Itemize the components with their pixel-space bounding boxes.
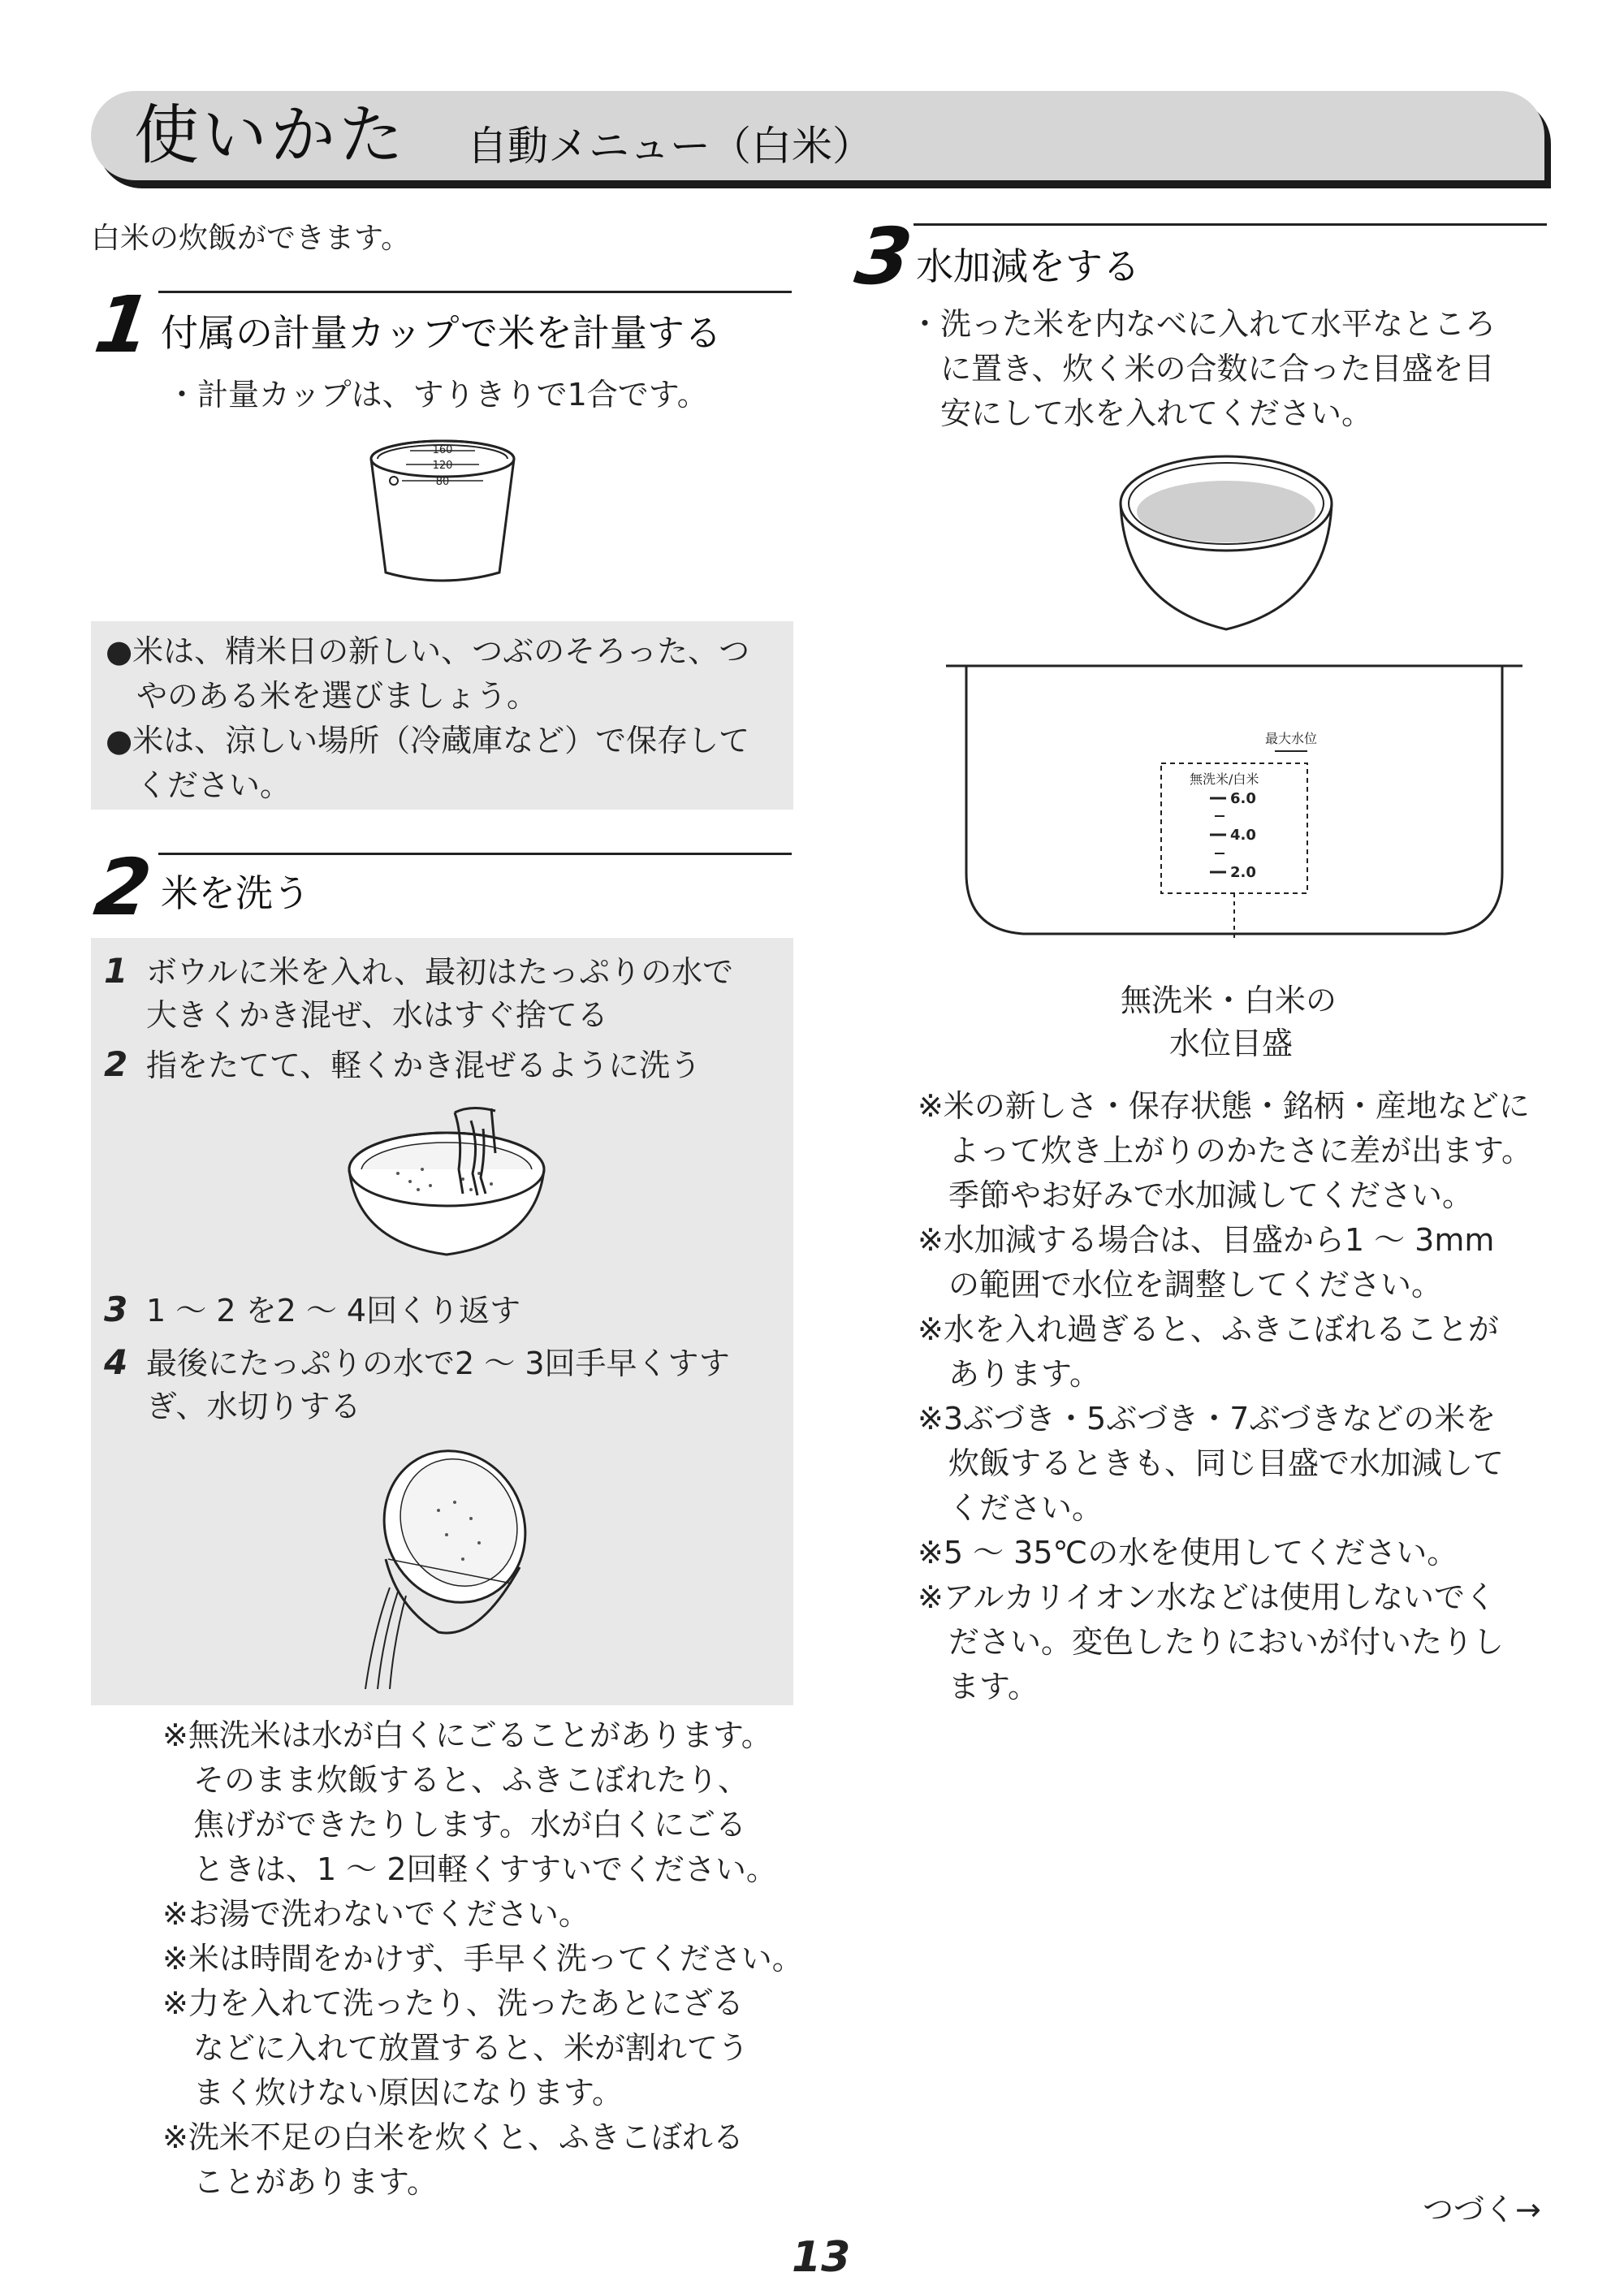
substep-2: 2 指をたてて、軽くかき混ぜるように洗う — [104, 1042, 701, 1088]
substep-number: 3 — [104, 1290, 128, 1329]
water-level-diagram — [942, 662, 1527, 938]
substep-number: 2 — [104, 1044, 128, 1084]
step3-note: ※水加減する場合は、目盛から1 ～ 3mm — [918, 1222, 1495, 1258]
step2-note: ※力を入れて洗ったり、洗ったあとにざる — [162, 1985, 744, 2021]
step2-note: そのまま炊飯すると、ふきこぼれたり、 — [162, 1762, 749, 1798]
intro-text: 白米の炊飯ができます。 — [91, 222, 411, 255]
continue-label: つづく→ — [1423, 2192, 1541, 2227]
cup-mark-80: 80 — [435, 476, 450, 488]
step3-rule — [914, 223, 1547, 226]
scale-title: 無洗米/白米 — [1190, 771, 1259, 787]
step3-note: ※水を入れ過ぎると、ふきこぼれることが — [918, 1311, 1499, 1347]
step1-tip-line: ●米は、涼しい場所（冷蔵庫など）で保存して — [106, 723, 750, 758]
inner-pot-illustration — [1116, 451, 1336, 637]
max-water-label: 最大水位 — [1264, 731, 1318, 746]
step3-note: 季節やお好みで水加減してください。 — [918, 1177, 1474, 1213]
step3-note: ※3ぶづき・5ぶづき・7ぶづきなどの米を — [918, 1401, 1497, 1436]
step2-note: 焦げができたりします。水が白くにごる — [162, 1807, 746, 1843]
step2-note: ※米は時間をかけず、手早く洗ってください。 — [162, 1941, 803, 1976]
step3-note: ※米の新しさ・保存状態・銘柄・産地などに — [918, 1088, 1530, 1124]
step3-number: 3 — [850, 211, 918, 302]
step1-tip-line: ください。 — [106, 767, 292, 803]
substep-4-line2: ぎ、水切りする — [146, 1389, 361, 1424]
page-subtitle: 自動メニュー（白米） — [467, 123, 873, 170]
cup-mark-120: 120 — [432, 460, 453, 472]
step2-rule — [158, 853, 792, 855]
substep-number: 4 — [104, 1342, 128, 1382]
page-number: 13 — [792, 2233, 851, 2282]
step1-rule — [158, 291, 792, 293]
step2-title: 米を洗う — [161, 871, 310, 915]
step2-note: ※お湯で洗わないでください。 — [162, 1896, 590, 1932]
measuring-cup-illustration — [361, 430, 524, 593]
step2-note: ※無洗米は水が白くにごることがあります。 — [162, 1717, 772, 1753]
step3-bullet: 安にして水を入れてください。 — [909, 395, 1373, 431]
page-title: 使いかた — [134, 97, 407, 173]
step1-title: 付属の計量カップで米を計量する — [161, 311, 722, 355]
scale-value-6: 6.0 — [1230, 790, 1256, 807]
step3-note: ください。 — [918, 1490, 1104, 1526]
step3-note: ※アルカリイオン水などは使用しないでく — [918, 1579, 1497, 1615]
step2-number: 2 — [89, 842, 157, 933]
step3-note: ます。 — [918, 1669, 1039, 1704]
cup-mark-160: 160 — [432, 444, 453, 456]
step2-note: ※洗米不足の白米を炊くと、ふきこぼれる — [162, 2119, 744, 2155]
diagram-caption-line1: 無洗米・白米の — [1121, 983, 1337, 1018]
step3-bullet: ・洗った米を内なべに入れて水平なところ — [909, 306, 1497, 342]
step1-number: 1 — [89, 279, 157, 370]
diagram-caption-line2: 水位目盛 — [1169, 1026, 1294, 1061]
step3-note: よって炊き上がりのかたさに差が出ます。 — [918, 1133, 1532, 1169]
step1-bullet: ・計量カップは、すりきりで1合です。 — [166, 377, 708, 413]
step3-title: 水加減をする — [916, 244, 1140, 288]
step1-tip-line: ●米は、精米日の新しい、つぶのそろった、つ — [106, 633, 750, 669]
draining-pot-illustration — [349, 1445, 544, 1693]
scale-value-4: 4.0 — [1230, 827, 1256, 844]
step3-bullet: に置き、炊く米の合数に合った目盛を目 — [909, 351, 1495, 387]
substep-4: 4 最後にたっぷりの水で2 ～ 3回手早くすす — [104, 1340, 730, 1386]
scale-value-2: 2.0 — [1230, 864, 1256, 881]
substep-1: 1 ボウルに米を入れ、最初はたっぷりの水で — [104, 948, 733, 995]
step3-note: 炊飯するときも、同じ目盛で水加減して — [918, 1445, 1505, 1481]
substep-3: 3 1 ～ 2 を2 ～ 4回くり返す — [104, 1287, 520, 1333]
step2-note: ときは、1 ～ 2回軽くすすいでください。 — [162, 1851, 777, 1887]
step3-note: の範囲で水位を調整してください。 — [918, 1267, 1443, 1303]
substep-number: 1 — [104, 951, 128, 991]
substep-1-line2: 大きくかき混ぜ、水はすぐ捨てる — [146, 997, 608, 1033]
washing-bowl-illustration — [341, 1104, 552, 1267]
step3-note: ※5 ～ 35℃の水を使用してください。 — [918, 1535, 1458, 1570]
step3-note: ださい。変色したりにおいが付いたりし — [918, 1624, 1505, 1660]
step2-note: ことがあります。 — [162, 2164, 438, 2200]
step1-tip-line: やのある米を選びましょう。 — [106, 678, 538, 714]
step2-note: まく炊けない原因になります。 — [162, 2075, 623, 2110]
step2-note: などに入れて放置すると、米が割れてう — [162, 2030, 749, 2066]
step3-note: あります。 — [918, 1356, 1100, 1392]
